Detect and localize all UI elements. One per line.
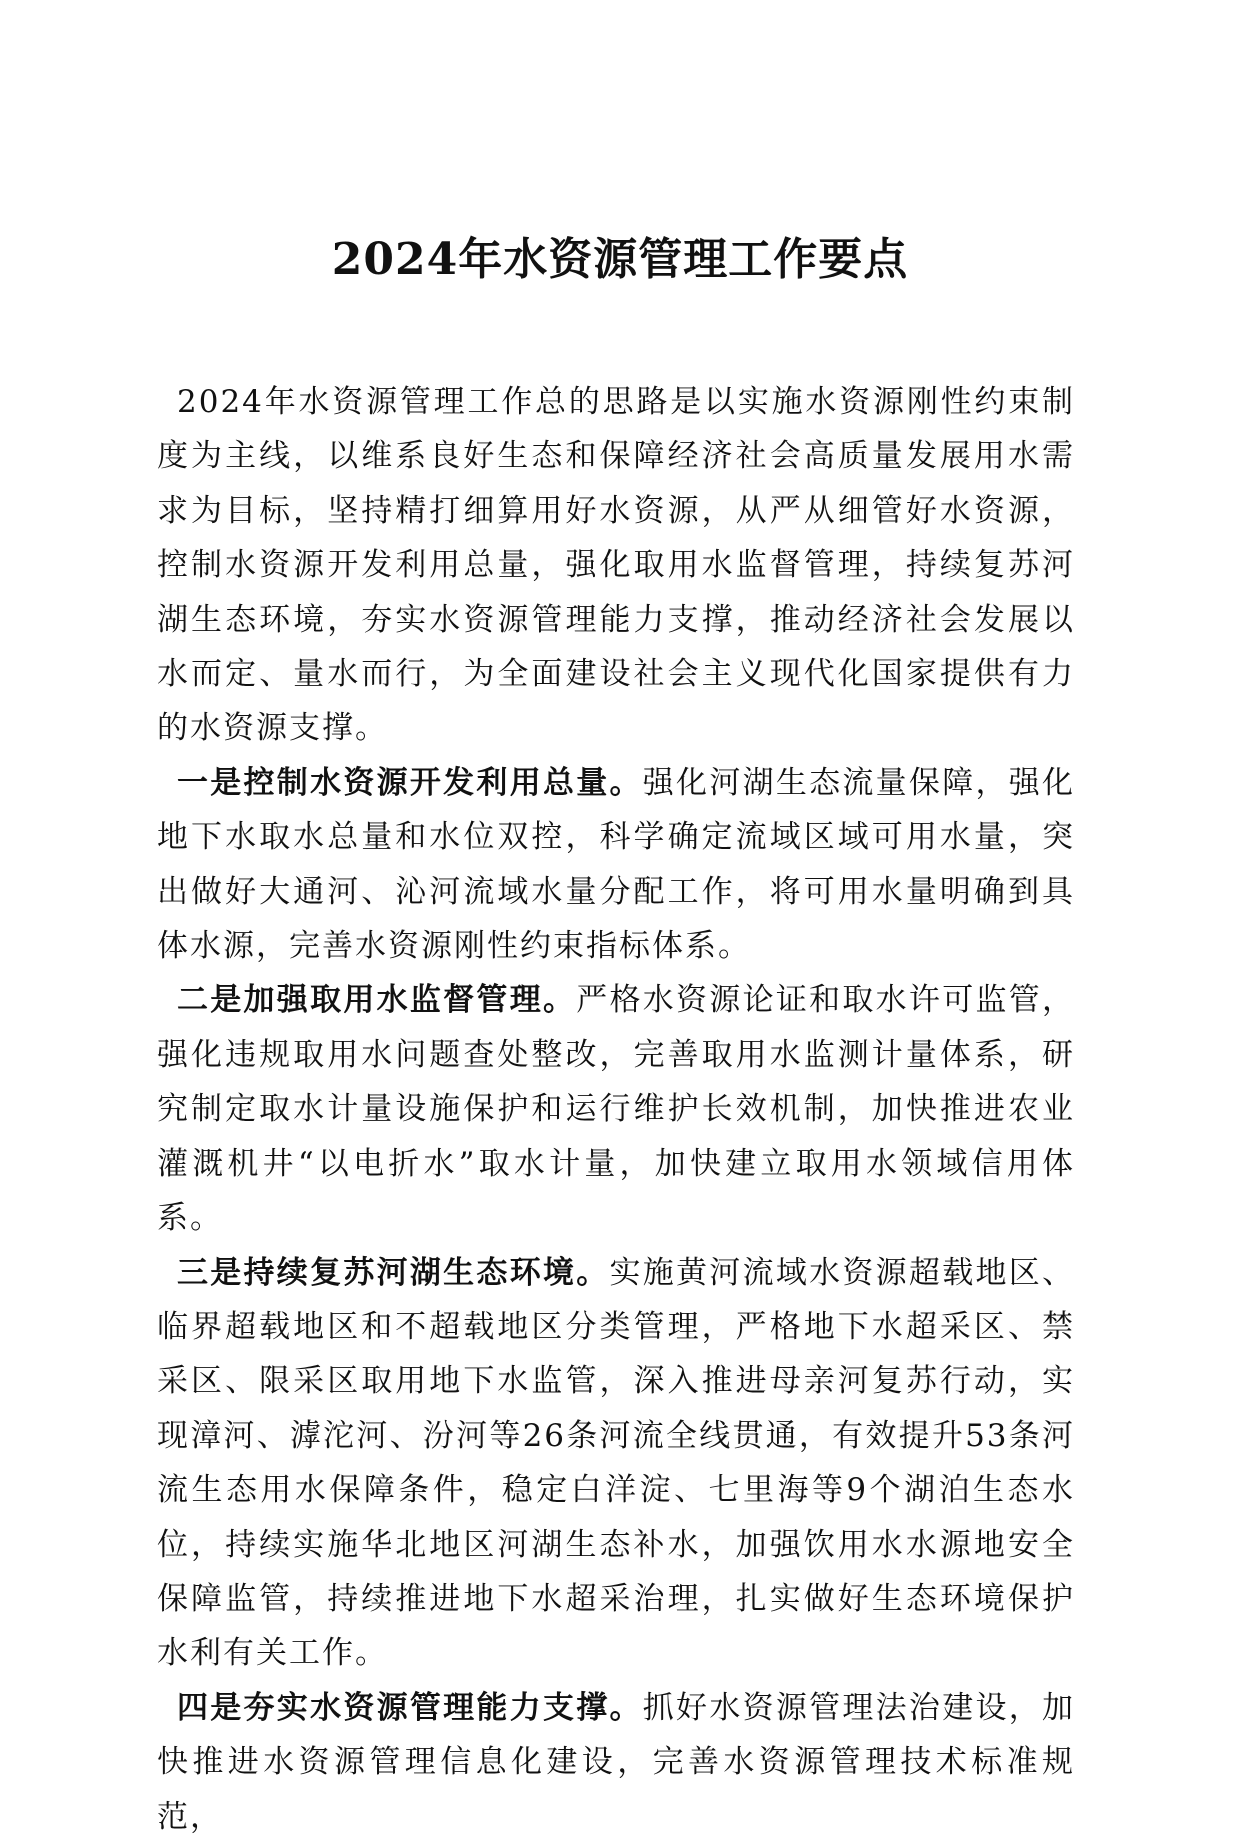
paragraph-lead: 二是加强取用水监督管理。 (177, 982, 577, 1019)
paragraph-lead: 一是控制水资源开发利用总量。 (177, 764, 643, 801)
paragraph-text: 严格水资源论证和取水许可监管，强化违规取用水问题查处整改，完善取用水监测计量体系，研究制定取水计量设施保护和运行维护长效机制，加快推进农业灌溉机井“以电折水”取水计量，加快建立取用水领域信用体系。 (157, 982, 1076, 1237)
paragraph-text: 实施黄河流域水资源超载地区、临界超载地区和不超载地区分类管理，严格地下水超采区、禁采区、限采区取用地下水监管，深入推进母亲河复苏行动，实现漳河、滹沱河、汾河等26条河流全线贯通，有效提升53条河流生态用水保障条件，稳定白洋淀、七里海等9个湖泊生态水位，持续实施华北地区河湖生态补水，加强饮用水水源地安全保障监管，持续推进地下水超采治理，扎实做好生态环境保护水利有关工作。 (157, 1254, 1075, 1672)
paragraph-item-3 (157, 1246, 1075, 1681)
paragraph-text: 抓好水资源管理法治建设，加快推进水资源管理信息化建设，完善水资源管理技术标准规范， (157, 1689, 1076, 1835)
paragraph-lead: 四是夯实水资源管理能力支撑。 (177, 1689, 643, 1726)
paragraph-item-2 (157, 973, 1075, 1245)
paragraph-item-1 (157, 756, 1075, 974)
paragraph-text: 强化河湖生态流量保障，强化地下水取水总量和水位双控，科学确定流域区域可用水量，突出做好大通河、沁河流域水量分配工作，将可用水量明确到具体水源，完善水资源刚性约束指标体系。 (157, 764, 1076, 965)
document-body (157, 375, 1075, 1844)
paragraph-item-4 (157, 1681, 1075, 1844)
document-title: 2024年水资源管理工作要点 (331, 234, 909, 285)
paragraph-intro (157, 375, 1075, 756)
paragraph-lead: 三是持续复苏河湖生态环境。 (177, 1254, 610, 1291)
paragraph-text: 2024年水资源管理工作总的思路是以实施水资源刚性约束制度为主线，以维系良好生态和保障经济社会高质量发展用水需求为目标，坚持精打细算用好水资源，从严从细管好水资源，控制水资源开发利用总量，强化取用水监督管理，持续复苏河湖生态环境，夯实水资源管理能力支撑，推动经济社会发展以水而定、量水而行，为全面建设社会主义现代化国家提供有力的水资源支撑。 (157, 384, 1075, 747)
